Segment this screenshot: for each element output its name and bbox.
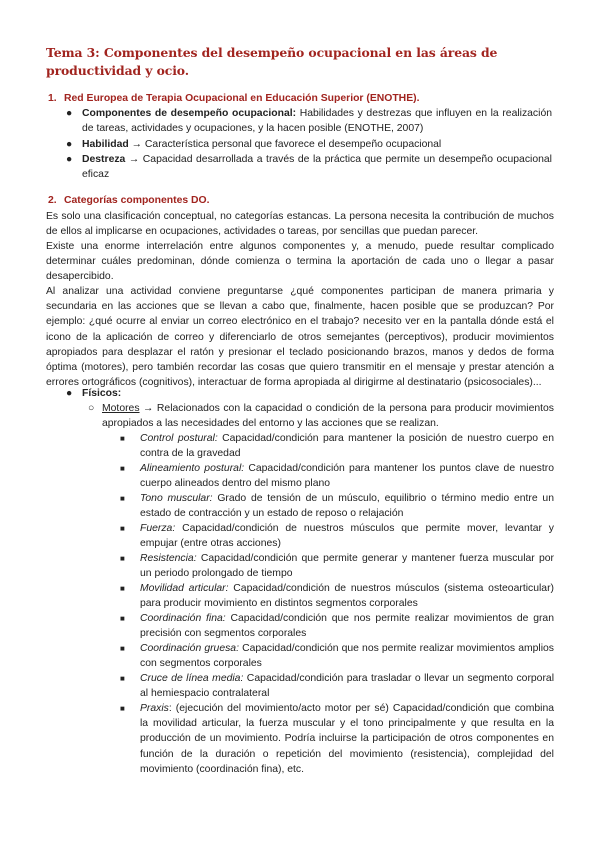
item-text: Capacidad/condición que nos permite realizar movimientos amplios con segmentos corporales — [140, 643, 554, 670]
section-1-heading — [48, 91, 419, 106]
square-bullet-icon: ■ — [120, 614, 125, 623]
list-item — [120, 581, 554, 611]
category-label: Físicos: — [82, 388, 122, 399]
item-text: Capacidad/condición de nuestros músculos (sistema osteoarticular) para producir movimiento en distintos segmentos corporales — [140, 583, 554, 610]
item-term: Destreza — [82, 154, 126, 165]
square-bullet-icon: ■ — [120, 524, 125, 533]
item-term: Resistencia: — [140, 553, 197, 564]
list-item — [66, 137, 552, 152]
item-term: Coordinación fina: — [140, 613, 226, 624]
list-item — [120, 641, 554, 671]
item-text: Capacidad/condición para mantener la posición de nuestro cuerpo en contra de la gravedad — [140, 433, 554, 460]
list-item-fisicos — [66, 386, 552, 401]
paragraph: Al analizar una actividad conviene preguntarse ¿qué componentes participan de manera primaria y secundaria en las acciones que se llevan a cabo que, finalmente, hacen posible que se produzcan? Por ejemplo: ¿qué ocurre al enviar un correo electrónico en el trabajo? necesito ver en la pantalla dónde está el icono de la aplicación de correo y diferenciarlo de otros semejantes (perceptivos), producir movimientos apropiados para desplazar el ratón y presionar el teclado posicionando brazos, manos y dedos de forma óptima (motores), pero también recordar las cosas que quiero transmitir en el mensaje y prestar atención a errores ortográficos (cognitivos), interactuar de forma apropiada al dirigirme al destinatario (psicosociales)... — [46, 286, 554, 389]
bullet-icon: ● — [66, 388, 73, 399]
item-term: Control postural: — [140, 433, 218, 444]
section-heading-text: Red Europea de Terapia Ocupacional en Educación Superior (ENOTHE). — [64, 93, 420, 104]
item-text: → Característica personal que favorece el desempeño ocupacional — [128, 139, 442, 150]
item-term: Alineamiento postural: — [140, 463, 245, 474]
list-item — [120, 611, 554, 641]
bullet-icon: ● — [66, 139, 73, 150]
item-text: Grado de tensión de un músculo, equilibrio o término medio entre un estado de contracción y un estado de reposo o relajación — [140, 493, 554, 520]
item-text: Habilidades y destrezas que influyen en la realización de tareas, actividades y ocupaciones, y la hacen posible (ENOTHE, 2007) — [82, 108, 552, 135]
item-text: Capacidad/condición que permite generar y mantener fuerza muscular por un periodo prolongado de tiempo — [140, 553, 554, 580]
square-bullet-icon: ■ — [120, 554, 125, 563]
item-text: → Capacidad desarrollada a través de la práctica que permite un desempeño ocupacional eficaz — [82, 154, 552, 181]
section-2-heading — [48, 193, 210, 208]
square-bullet-icon: ■ — [120, 584, 125, 593]
square-bullet-icon: ■ — [120, 494, 125, 503]
section-heading-text: Categorías componentes DO. — [64, 195, 210, 206]
list-item — [120, 431, 554, 461]
item-term: Tono muscular: — [140, 493, 213, 504]
list-item — [120, 671, 555, 701]
paragraph: Existe una enorme interrelación entre algunos componentes y, a menudo, puede resultar complicado determinar cuáles predominan, dónde comienza o termina la aportación de cada uno o llegar a pasar desapercibido. — [46, 241, 554, 283]
paragraph: Es solo una clasificación conceptual, no categorías estancas. La persona necesita la contribución de muchos de ellos al implicarse en ocupaciones, actividades o tareas, por sencillas que puedan parecer. — [46, 211, 554, 238]
section-number: 1. — [48, 93, 57, 104]
list-item — [66, 106, 552, 136]
item-term: Cruce de línea media: — [140, 673, 244, 684]
subcategory-text: → Relacionados con la capacidad o condición de la persona para producir movimientos apropiados a las necesidades del entorno y las acciones que se realizan. — [102, 403, 554, 430]
item-text: Capacidad/condición que nos permite realizar movimientos de gran precisión con segmentos corporales — [140, 613, 554, 640]
item-text: Capacidad/condición para trasladar o llevar un segmento corporal al hemiespacio contralateral — [140, 673, 555, 700]
square-bullet-icon: ■ — [120, 674, 125, 683]
list-item — [120, 551, 554, 581]
square-bullet-icon: ■ — [120, 704, 125, 713]
square-bullet-icon: ■ — [120, 434, 125, 443]
list-item-motores — [88, 401, 554, 431]
item-term: Movilidad articular: — [140, 583, 229, 594]
document-title: Tema 3: Componentes del desempeño ocupacional en las áreas de productividad y ocio. — [46, 45, 498, 78]
item-text: : (ejecución del movimiento/acto motor per sé) Capacidad/condición que combina la movilidad articular, la fuerza muscular y el tono principalmente y que resulta en la producción de un movimiento. Podría incluirse la participación de otros componentes en función de la duración o repetición del movimiento (resistencia), complejidad del movimiento (coordinación fina), etc. — [140, 703, 554, 775]
item-term: Fuerza: — [140, 523, 176, 534]
bullet-icon: ● — [66, 108, 73, 119]
list-item — [120, 701, 554, 777]
list-item — [120, 521, 554, 551]
square-bullet-icon: ■ — [120, 464, 125, 473]
circle-bullet-icon: ○ — [88, 403, 95, 414]
subcategory-label: Motores — [102, 403, 140, 414]
bullet-icon: ● — [66, 154, 73, 165]
square-bullet-icon: ■ — [120, 644, 125, 653]
list-item — [120, 491, 554, 521]
item-term: Praxis — [140, 703, 169, 714]
list-item — [66, 152, 552, 182]
section-number: 2. — [48, 195, 57, 206]
item-term: Habilidad — [82, 139, 129, 150]
item-term: Coordinación gruesa: — [140, 643, 239, 654]
item-text: Capacidad/condición de nuestros músculos que permite mover, levantar y empujar (entre otras acciones) — [140, 523, 554, 550]
list-item — [120, 461, 554, 491]
item-term: Componentes de desempeño ocupacional: — [82, 108, 297, 119]
item-text: Capacidad/condición para mantener los puntos clave de nuestro cuerpo alineados dentro del mismo plano — [140, 463, 554, 490]
